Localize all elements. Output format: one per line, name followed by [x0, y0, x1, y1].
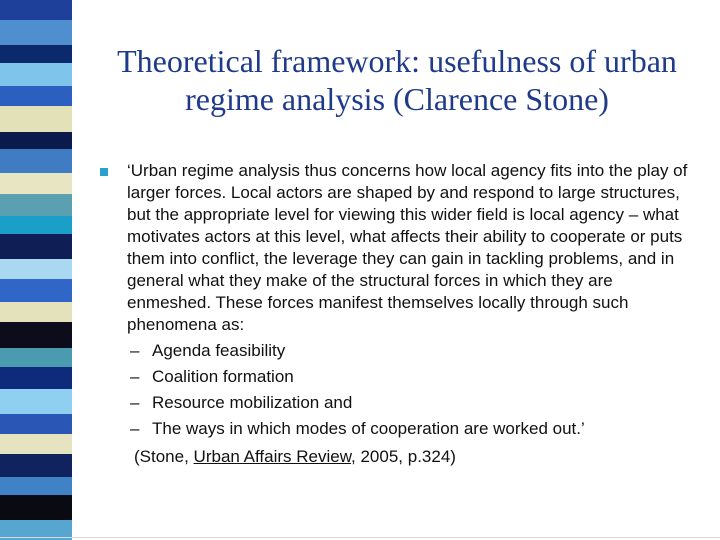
stripe-segment: [0, 454, 72, 476]
phenomena-list: [130, 340, 700, 440]
citation-journal: Urban Affairs Review: [193, 447, 352, 466]
stripe-segment: [0, 149, 72, 173]
stripe-segment: [0, 216, 72, 234]
dash-bullet: –: [130, 341, 140, 360]
stripe-segment: [0, 20, 72, 44]
stripe-segment: [0, 132, 72, 148]
citation-suffix: , 2005, p.324): [351, 447, 456, 466]
stripe-segment: [0, 45, 72, 63]
stripe-segment: [0, 259, 72, 279]
stripe-segment: [0, 86, 72, 106]
stripe-segment: [0, 367, 72, 389]
list-item-text: Coalition formation: [152, 367, 294, 386]
list-item-text: Agenda feasibility: [152, 341, 286, 360]
quote-text: ‘Urban regime analysis thus concerns how local agency fits into the play of larger forces. Local actors are shaped by and respond to large structures, but the appropriate level for viewing this wider field is local agency – what motivates actors at this level, what affects their ability to cooperate or puts them into conflict, the leverage they can gain in tackling problems, and in general what they make of the structural forces in which they are enmeshed. These forces manifest themselves locally through such phenomena as:: [127, 161, 688, 334]
list-item: [130, 366, 700, 388]
stripe-segment: [0, 279, 72, 301]
list-item: [130, 340, 700, 362]
list-item: [130, 418, 700, 440]
stripe-segment: [0, 63, 72, 85]
stripe-segment: [0, 389, 72, 413]
citation-prefix: (Stone,: [134, 447, 194, 466]
dash-bullet: –: [130, 419, 140, 438]
quote-bullet: [100, 160, 700, 336]
stripe-segment: [0, 434, 72, 454]
dash-bullet: –: [130, 367, 140, 386]
decorative-stripe-bar: [0, 0, 72, 540]
list-item-text: Resource mobilization and: [152, 393, 353, 412]
stripe-segment: [0, 302, 72, 322]
dash-bullet: –: [130, 393, 140, 412]
citation: [134, 446, 700, 468]
list-item-text: The ways in which modes of cooperation are worked out.’: [152, 419, 585, 438]
stripe-segment: [0, 322, 72, 348]
stripe-segment: [0, 173, 72, 193]
list-item: [130, 392, 700, 414]
stripe-segment: [0, 495, 72, 519]
stripe-segment: [0, 348, 72, 366]
stripe-segment: [0, 0, 72, 20]
bottom-divider: [0, 537, 720, 538]
stripe-segment: [0, 477, 72, 495]
stripe-segment: [0, 234, 72, 258]
slide-title: Theoretical framework: usefulness of urban regime analysis (Clarence Stone): [117, 43, 677, 117]
stripe-segment: [0, 106, 72, 132]
stripe-segment: [0, 194, 72, 216]
slide-body: [100, 160, 700, 468]
stripe-segment: [0, 414, 72, 434]
square-bullet-icon: [100, 168, 108, 176]
